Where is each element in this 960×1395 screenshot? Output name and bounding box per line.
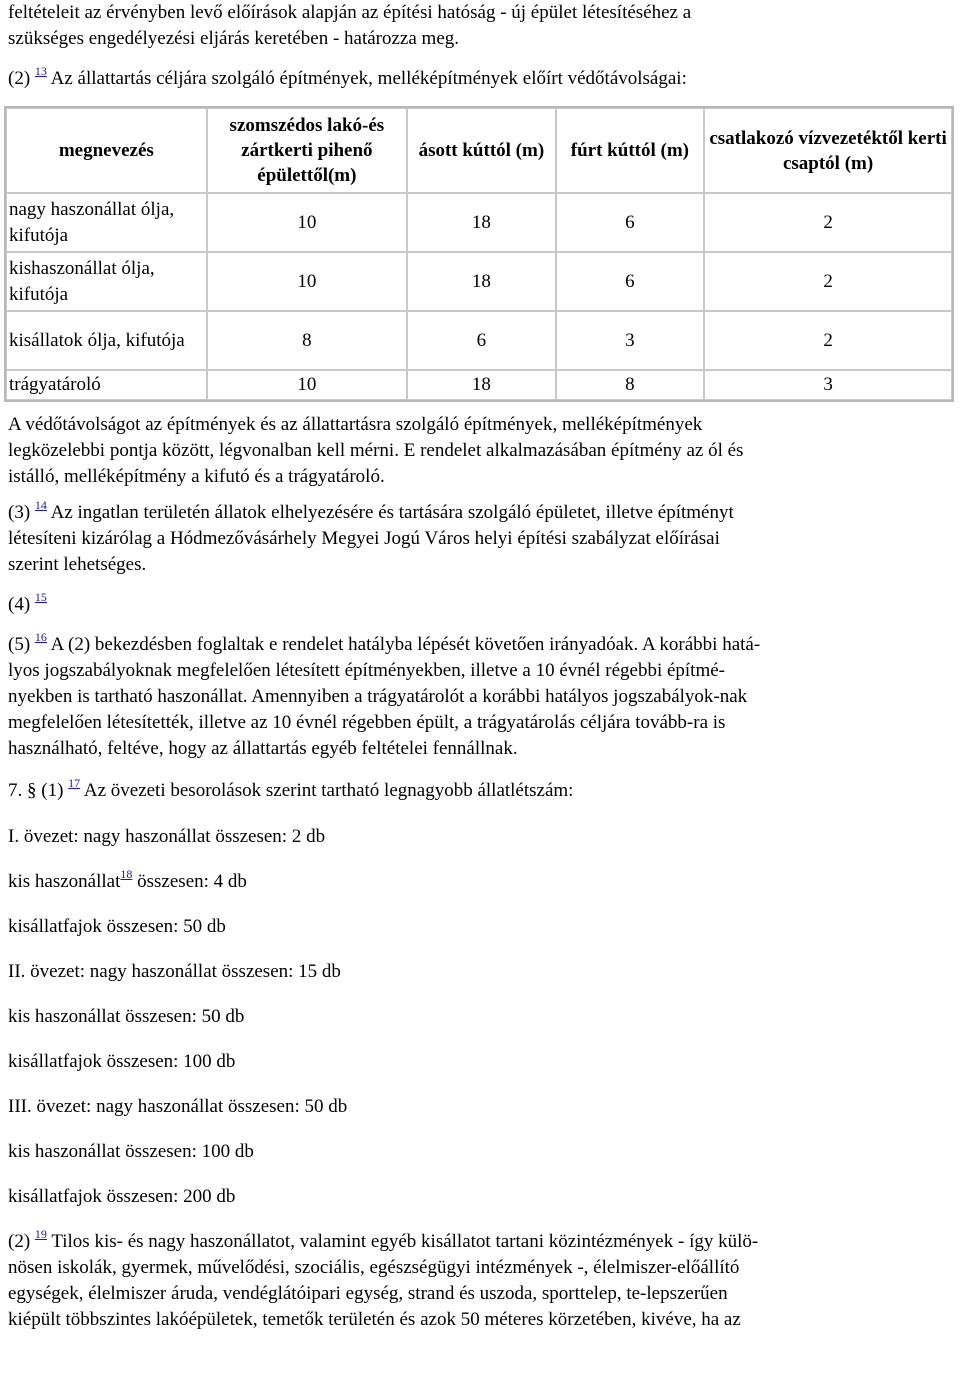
prohibition-line-3: egységek, élelmiszer áruda, vendéglátóipari egység, strand és uszoda, sporttelep, te-lepszerűen <box>8 1283 728 1304</box>
table-header-row <box>6 108 952 193</box>
header-drilled-well: fúrt kúttól (m) <box>556 108 705 193</box>
footnote-link-18[interactable]: 18 <box>120 867 133 881</box>
header-neighbor-building: szomszédos lakó-és zártkerti pihenő épülettől(m) <box>207 108 407 193</box>
zone-3-big-livestock: III. övezet: nagy haszonállat összesen: 50 db <box>8 1096 348 1117</box>
paragraph-number: (2) <box>8 1231 31 1252</box>
intro-line-2: szükséges engedélyezési eljárás keretében - határozza meg. <box>8 28 460 49</box>
paragraph-3-line-2: létesíteni kizárólag a Hódmezővásárhely Megyei Jogú Város helyi építési szabályzat előírásai <box>8 528 720 549</box>
zone-1-small-animals: kisállatfajok összesen: 50 db <box>8 916 226 937</box>
paragraph-2 <box>8 66 952 92</box>
section-7-heading <box>8 778 952 804</box>
paragraph-5-line-2: lyos jogszabályoknak megfelelően létesített építményekben, illetve a 10 évnél régebbi építmé- <box>8 660 725 681</box>
paragraph-5-line-4: megfelelően létesítették, illetve az 10 évnél régebben épült, a trágyatárolás céljára tovább-ra is <box>8 712 726 733</box>
zone-2-small-animals: kisállatfajok összesen: 100 db <box>8 1051 236 1072</box>
footnote-link-13[interactable]: 13 <box>34 64 47 78</box>
cell-value: 3 <box>704 370 952 400</box>
header-name: megnevezés <box>6 108 207 193</box>
footnote-link-14[interactable]: 14 <box>34 498 47 512</box>
note-line-1: A védőtávolságot az építmények és az állattartásra szolgáló építmények, melléképítmények <box>8 414 703 435</box>
cell-value: 6 <box>556 252 705 311</box>
cell-value: 10 <box>207 252 407 311</box>
cell-value: 3 <box>556 311 705 370</box>
prohibition-line-2: nösen iskolák, gyermek, művelődési, szociális, egészségügyi intézmények -, élelmiszer-előállító <box>8 1257 740 1278</box>
cell-value: 18 <box>407 370 556 400</box>
table-row <box>6 252 952 311</box>
table-row <box>6 193 952 252</box>
section-number: 7. § (1) <box>8 780 64 801</box>
paragraph-number: (5) <box>8 634 31 655</box>
distance-table <box>4 106 954 402</box>
zone-3-small-livestock: kis haszonállat összesen: 100 db <box>8 1141 254 1162</box>
paragraph-number: (2) <box>8 68 31 89</box>
small-livestock-label: kis haszonállat <box>8 871 121 892</box>
cell-value: 2 <box>704 252 952 311</box>
zone-3-small-animals: kisállatfajok összesen: 200 db <box>8 1186 236 1207</box>
paragraph-5-line-1: A (2) bekezdésben foglaltak e rendelet hatályba lépését követően irányadóak. A korábbi hatá- <box>46 634 761 655</box>
cell-value: 10 <box>207 370 407 400</box>
paragraph-3-line-1: Az ingatlan területén állatok elhelyezésére és tartására szolgáló épületet, illetve építményt <box>46 502 734 523</box>
table-row <box>6 370 952 400</box>
footnote-link-17[interactable]: 17 <box>68 776 81 790</box>
cell-value: 8 <box>207 311 407 370</box>
cell-value: 6 <box>556 193 705 252</box>
paragraph-4 <box>8 592 952 618</box>
header-water-tap: csatlakozó vízvezetéktől kerti csaptól (m) <box>704 108 952 193</box>
row-name: kishaszonállat ólja, kifutója <box>6 252 207 311</box>
zone-2-big-livestock: II. övezet: nagy haszonállat összesen: 15 db <box>8 961 341 982</box>
zone-1-small-livestock <box>8 869 952 895</box>
paragraph-5-line-5: használható, feltéve, hogy az állattartás egyéb feltételei fennállnak. <box>8 738 518 759</box>
note-line-2: legközelebbi pontja között, légvonalban kell mérni. E rendelet alkalmazásában építmény az ól és <box>8 440 744 461</box>
zone-1-big-livestock: I. övezet: nagy haszonállat összesen: 2 db <box>8 826 326 847</box>
paragraph-2-text: Az állattartás céljára szolgáló építmények, melléképítmények előírt védőtávolságai: <box>50 68 687 89</box>
footnote-link-16[interactable]: 16 <box>34 630 47 644</box>
section-7-text: Az övezeti besorolások szerint tartható legnagyobb állatlétszám: <box>80 780 574 801</box>
cell-value: 2 <box>704 311 952 370</box>
cell-value: 6 <box>407 311 556 370</box>
prohibition-line-1: Tilos kis- és nagy haszonállatot, valamint egyéb kisállatot tartani közintézmények - így külö- <box>46 1231 759 1252</box>
row-name: trágyatároló <box>6 370 207 400</box>
distance-note-paragraph <box>8 412 952 490</box>
footnote-link-15[interactable]: 15 <box>34 590 47 604</box>
table-row <box>6 311 952 370</box>
paragraph-3 <box>8 500 952 578</box>
cell-value: 2 <box>704 193 952 252</box>
paragraph-2-prohibition <box>8 1229 952 1333</box>
row-name: kisállatok ólja, kifutója <box>6 311 207 370</box>
cell-value: 18 <box>407 193 556 252</box>
intro-paragraph <box>8 0 952 52</box>
note-line-3: istálló, melléképítmény a kifutó és a trágyatároló. <box>8 466 385 487</box>
cell-value: 18 <box>407 252 556 311</box>
zone-2-small-livestock: kis haszonállat összesen: 50 db <box>8 1006 245 1027</box>
small-livestock-count: összesen: 4 db <box>132 871 247 892</box>
row-name: nagy haszonállat ólja, kifutója <box>6 193 207 252</box>
paragraph-3-line-3: szerint lehetséges. <box>8 554 147 575</box>
cell-value: 8 <box>556 370 705 400</box>
header-dug-well: ásott kúttól (m) <box>407 108 556 193</box>
paragraph-5 <box>8 632 952 762</box>
paragraph-number: (3) <box>8 502 31 523</box>
paragraph-number: (4) <box>8 594 31 615</box>
cell-value: 10 <box>207 193 407 252</box>
paragraph-5-line-3: nyekben is tartható haszonállat. Amennyiben a trágyatárolót a korábbi hatályos jogszabályok-nak <box>8 686 748 707</box>
intro-line-1: feltételeit az érvényben levő előírások alapján az építési hatóság - új épület létesítéséhez a <box>8 2 692 23</box>
footnote-link-19[interactable]: 19 <box>34 1227 47 1241</box>
prohibition-line-4: kiépült többszintes lakóépületek, temetők területén és azok 50 méteres körzetében, kivéve, ha az <box>8 1309 741 1330</box>
